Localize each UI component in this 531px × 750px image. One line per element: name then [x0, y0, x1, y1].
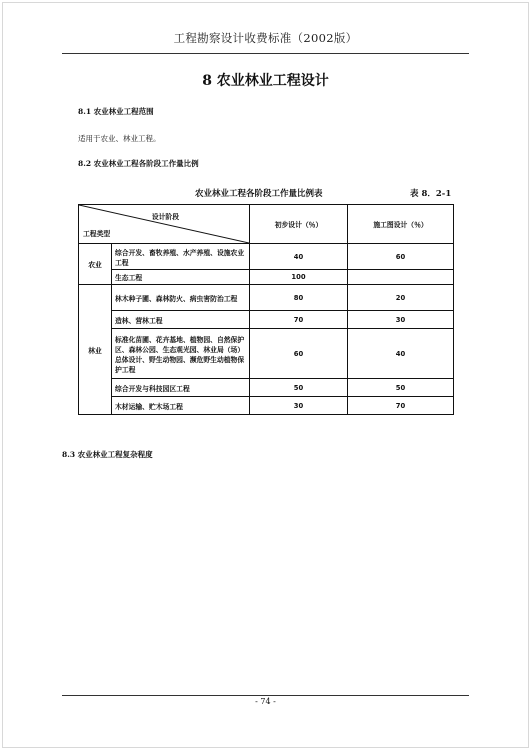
construction-value: 20	[348, 285, 454, 311]
project-name: 林木种子圃、森林防火、病虫害防治工程	[112, 285, 250, 311]
table-row	[79, 270, 454, 285]
table-row	[79, 379, 454, 397]
header-type-label: 工程类型	[83, 230, 111, 238]
table-row	[79, 397, 454, 415]
section-heading-8-1: 8.1 农业林业工程范围	[78, 107, 154, 116]
project-name: 生态工程	[112, 270, 250, 285]
preliminary-value: 100	[250, 270, 348, 285]
preliminary-value: 50	[250, 379, 348, 397]
page-number: - 74 -	[255, 697, 276, 706]
construction-value: 70	[348, 397, 454, 415]
preliminary-value: 70	[250, 311, 348, 329]
project-name: 造林、营林工程	[112, 311, 250, 329]
chapter-title: 8 农业林业工程设计	[202, 73, 329, 89]
construction-value	[348, 270, 454, 285]
table-row	[79, 329, 454, 379]
table-row	[79, 285, 454, 311]
header-rule	[62, 53, 469, 54]
construction-value: 40	[348, 329, 454, 379]
construction-value: 30	[348, 311, 454, 329]
project-name: 综合开发、畜牧养殖、水产养殖、设施农业工程	[112, 244, 250, 270]
header-preliminary: 初步设计（％）	[250, 205, 348, 244]
project-name: 木材运输、贮木场工程	[112, 397, 250, 415]
header-construction: 施工图设计（％）	[348, 205, 454, 244]
running-header: 工程勘察设计收费标准（2002版）	[173, 31, 358, 45]
diagonal-header-cell	[79, 205, 250, 244]
construction-value: 60	[348, 244, 454, 270]
project-name: 综合开发与科技园区工程	[112, 379, 250, 397]
header-stage-label: 设计阶段	[151, 213, 179, 221]
section-heading-8-2: 8.2 农业林业工程各阶段工作量比例	[78, 159, 199, 168]
table-header-row	[79, 205, 454, 244]
table-row	[79, 311, 454, 329]
table-number: 表 8．2-1	[410, 189, 452, 199]
workload-ratio-table	[78, 204, 454, 415]
category-agriculture: 农业	[79, 244, 112, 285]
project-name: 标准化苗圃、花卉基地、植物园、自然保护区、森林公园、生态观光园、林业局（场）总体设计、野生动物园、濒危野生动植物保护工程	[112, 329, 250, 379]
footer-rule	[62, 695, 469, 696]
construction-value: 50	[348, 379, 454, 397]
category-forestry: 林业	[79, 285, 112, 415]
preliminary-value: 60	[250, 329, 348, 379]
preliminary-value: 30	[250, 397, 348, 415]
preliminary-value: 40	[250, 244, 348, 270]
section-heading-8-3: 8.3 农业林业工程复杂程度	[62, 450, 153, 459]
preliminary-value: 80	[250, 285, 348, 311]
section-body-8-1: 适用于农业、林业工程。	[78, 134, 161, 143]
table-row	[79, 244, 454, 270]
table-caption: 农业林业工程各阶段工作量比例表	[195, 189, 323, 199]
